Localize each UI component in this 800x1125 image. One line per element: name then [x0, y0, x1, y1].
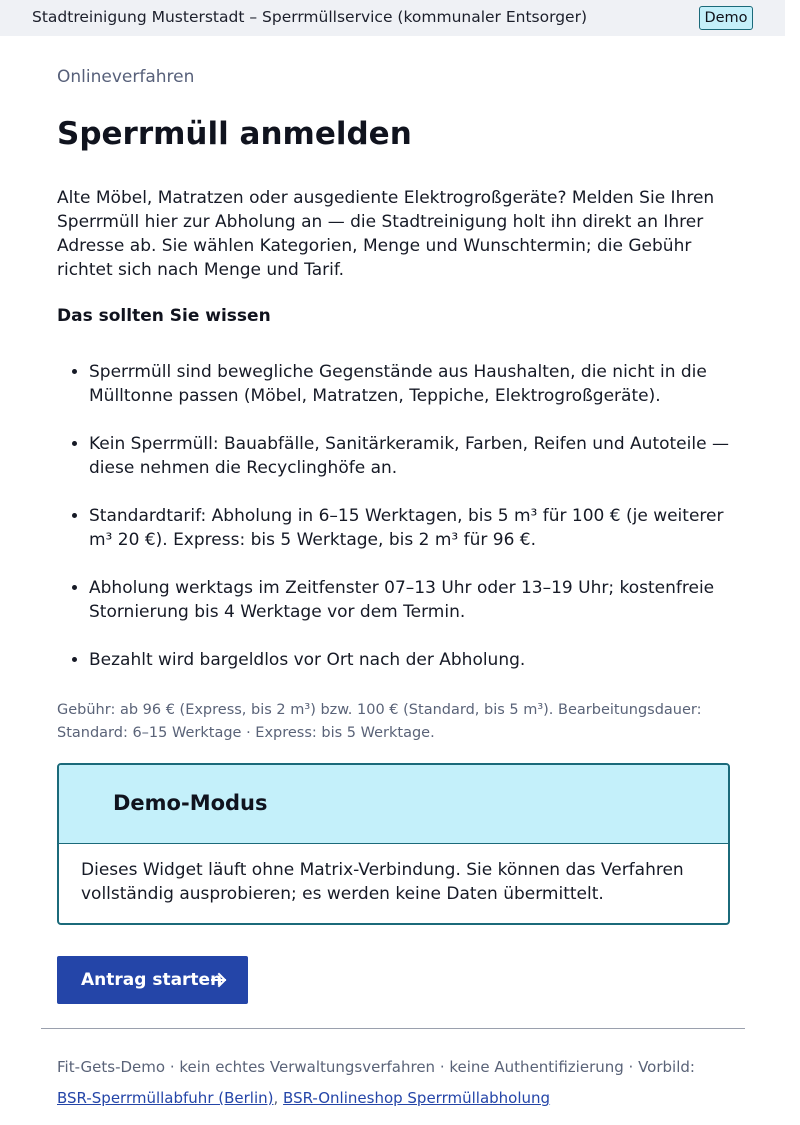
list-item: • Sperrmüll sind bewegliche Gegenstände aus Haushalten, die nicht in die Mülltonne passen (Möbel, Matratzen, Teppiche, Elektrogroßgeräte). — [89, 360, 739, 408]
list-item: • Abholung werktags im Zeitfenster 07–13 Uhr oder 13–19 Uhr; kostenfreie Stornierung bis 4 Werktage vor dem Termin. — [89, 576, 739, 624]
list-item: • Kein Sperrmüll: Bauabfälle, Sanitärkeramik, Farben, Reifen und Autoteile — diese nehmen die Recyclinghöfe an. — [89, 432, 739, 480]
footer-divider — [41, 1028, 745, 1029]
demo-mode-text: Dieses Widget läuft ohne Matrix-Verbindung. Sie können das Verfahren vollständig ausprobieren; es werden keine Daten übermittelt. — [81, 860, 684, 904]
demo-mode-notice — [57, 763, 730, 925]
top-bar — [0, 0, 785, 36]
intro-text: Alte Möbel, Matratzen oder ausgediente Elektrogroßgeräte? Melden Sie Ihren Sperrmüll hier zur Abholung an — die Stadtreinigung holt ihn direkt an Ihrer Adresse ab. Sie wählen Kategorien, Menge und Wunschtermin; die Gebühr richtet sich nach Menge und Tarif. — [57, 188, 715, 280]
start-application-button[interactable] — [57, 956, 248, 1004]
fee-note: Gebühr: ab 96 € (Express, bis 2 m³) bzw. 100 € (Standard, bis 5 m³). Bearbeitungsdauer: Standard: 6–15 Werktage · Express: bis 5 Werktage. — [57, 702, 702, 741]
site-title: Stadtreinigung Musterstadt – Sperrmüllservice (kommunaler Entsorger) — [32, 8, 588, 26]
list-item: • Bezahlt wird bargeldlos vor Ort nach der Abholung. — [89, 648, 739, 672]
facts-list — [89, 360, 739, 696]
footer-separator: , — [273, 1089, 279, 1107]
footer-link-bsr-sperrmuellabfuhr[interactable]: BSR-Sperrmüllabfuhr (Berlin) — [57, 1089, 274, 1107]
start-button-label: Antrag starten — [81, 970, 223, 990]
footer — [57, 1052, 737, 1114]
footer-link-bsr-onlineshop[interactable]: BSR-Onlineshop Sperrmüllabholung — [283, 1089, 551, 1107]
arrow-right-icon — [210, 971, 228, 989]
eyebrow-label: Onlineverfahren — [57, 67, 195, 87]
demo-mode-header — [59, 765, 728, 844]
list-item: • Standardtarif: Abholung in 6–15 Werktagen, bis 5 m³ für 100 € (je weiterer m³ 20 €). Express: bis 5 Werktage, bis 2 m³ für 96 €. — [89, 504, 739, 552]
footer-text: Fit-Gets-Demo · kein echtes Verwaltungsverfahren · keine Authentifizierung · Vorbild: — [57, 1058, 695, 1076]
demo-badge: Demo — [699, 6, 753, 30]
page-title: Sperrmüll anmelden — [57, 116, 412, 152]
demo-mode-title: Demo-Modus — [113, 791, 268, 815]
facts-heading: Das sollten Sie wissen — [57, 306, 271, 326]
